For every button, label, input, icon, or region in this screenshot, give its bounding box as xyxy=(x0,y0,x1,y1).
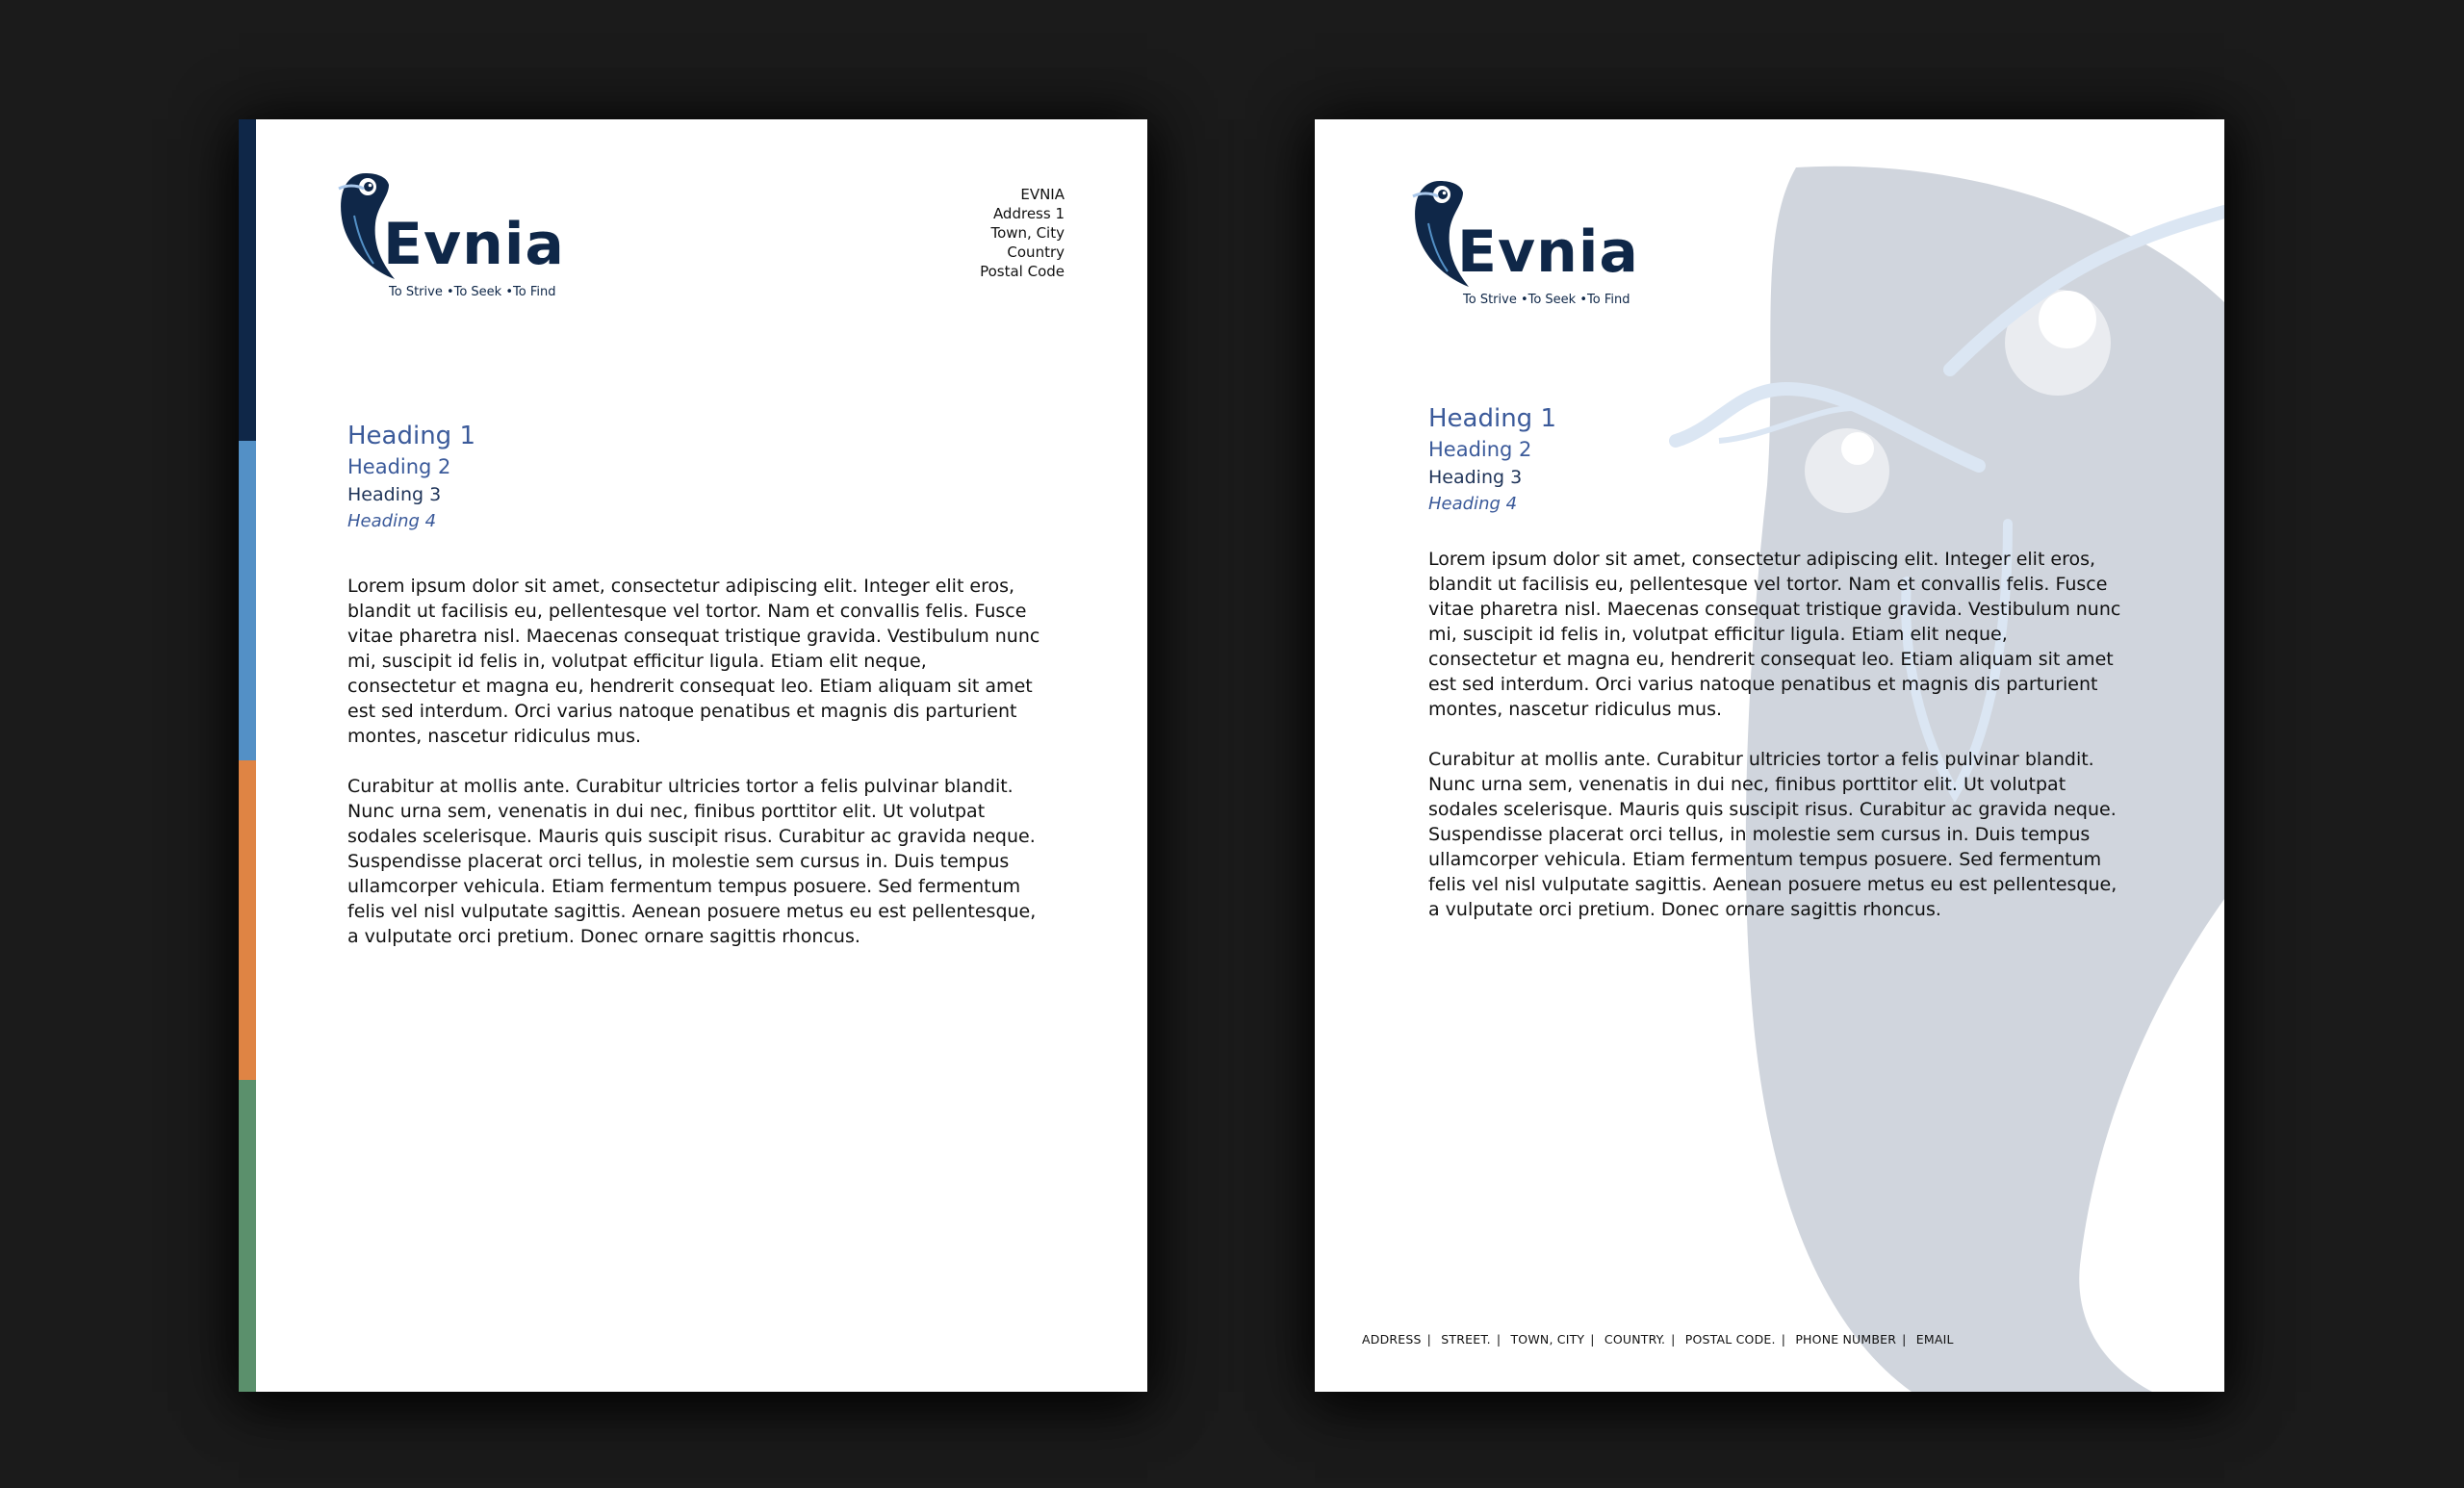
heading-2: Heading 2 xyxy=(1428,438,1532,461)
footer-phone: PHONE NUMBER xyxy=(1795,1332,1897,1347)
heading-1: Heading 1 xyxy=(347,422,475,450)
stripe-blue xyxy=(239,441,256,760)
body-text xyxy=(1428,547,2121,947)
footer-postal: POSTAL CODE. xyxy=(1684,1332,1776,1347)
address-line: Country xyxy=(1007,244,1065,261)
letterhead-page-left xyxy=(239,119,1147,1392)
address-line: EVNIA xyxy=(1020,186,1065,203)
stripe-navy xyxy=(239,119,256,441)
brand-name: Evnia xyxy=(383,211,565,278)
paragraph: Lorem ipsum dolor sit amet, consectetur adipiscing elit. Integer elit eros, blandit ut facilisis eu, pellentesque vel tortor. Nam et convallis felis. Fusce vitae pharetra nisl. Maecenas consequat tristique gravida. Vestibulum nunc mi, suscipit id felis in, volutpat efficitur ligula. Etiam elit neque, consectetur et magna eu, hendrerit consequat leo. Etiam aliquam sit amet est sed interdum. Orci varius natoque penatibus et magnis dis parturient montes, nascetur ridiculus mus. xyxy=(1428,549,2121,720)
footer-town: TOWN, CITY xyxy=(1510,1332,1585,1347)
body-text xyxy=(347,574,1040,974)
paragraph: Lorem ipsum dolor sit amet, consectetur adipiscing elit. Integer elit eros, blandit ut facilisis eu, pellentesque vel tortor. Nam et convallis felis. Fusce vitae pharetra nisl. Maecenas consequat tristique gravida. Vestibulum nunc mi, suscipit id felis in, volutpat efficitur ligula. Etiam elit neque, consectetur et magna eu, hendrerit consequat leo. Etiam aliquam sit amet est sed interdum. Orci varius natoque penatibus et magnis dis parturient montes, nascetur ridiculus mus. xyxy=(347,576,1040,747)
footer-email: EMAIL xyxy=(1915,1332,1954,1347)
footer-address: ADDRESS xyxy=(1362,1332,1422,1347)
evnia-logo xyxy=(335,167,566,299)
address-line: Postal Code xyxy=(980,263,1065,280)
paragraph: Curabitur at mollis ante. Curabitur ultricies tortor a felis pulvinar blandit. Nunc urna sem, venenatis in dui nec, finibus porttitor elit. Ut volutpat sodales scelerisque. Mauris quis suscipit risus. Curabitur ac gravida neque. Suspendisse placerat orci tellus, in molestie sem cursus in. Duis tempus ullamcorper vehicula. Etiam fermentum tempus posuere. Sed fermentum felis vel nisl vulputate sagittis. Aenean posuere metus eu est pellentesque, a vulputate orci pretium. Donec ornare sagittis rhoncus. xyxy=(1428,749,2118,920)
heading-2: Heading 2 xyxy=(347,455,451,478)
paragraph: Curabitur at mollis ante. Curabitur ultricies tortor a felis pulvinar blandit. Nunc urna sem, venenatis in dui nec, finibus porttitor elit. Ut volutpat sodales scelerisque. Mauris quis suscipit risus. Curabitur ac gravida neque. Suspendisse placerat orci tellus, in molestie sem cursus in. Duis tempus ullamcorper vehicula. Etiam fermentum tempus posuere. Sed fermentum felis vel nisl vulputate sagittis. Aenean posuere metus eu est pellentesque, a vulputate orci pretium. Donec ornare sagittis rhoncus. xyxy=(347,776,1037,947)
evnia-logo xyxy=(1409,175,1640,307)
stripe-green xyxy=(239,1080,256,1392)
heading-1: Heading 1 xyxy=(1428,404,1556,433)
footer-country: COUNTRY. xyxy=(1604,1332,1666,1347)
footer-street: STREET. xyxy=(1441,1332,1491,1347)
heading-styles xyxy=(1428,402,1556,518)
address-line: Address 1 xyxy=(992,205,1065,222)
footer-contact: ADDRESS | STREET. | TOWN, CITY | COUNTRY. | POSTAL CODE. | PHONE NUMBER | EMAIL xyxy=(1362,1332,1954,1347)
heading-3: Heading 3 xyxy=(347,484,442,505)
heading-styles xyxy=(347,420,475,535)
brand-name: Evnia xyxy=(1457,218,1639,286)
heading-3: Heading 3 xyxy=(1428,467,1523,488)
stripe-orange xyxy=(239,760,256,1080)
brand-tagline: To Strive •To Seek •To Find xyxy=(389,285,556,299)
letterhead-page-right xyxy=(1315,119,2224,1392)
heading-4: Heading 4 xyxy=(347,511,437,531)
brand-tagline: To Strive •To Seek •To Find xyxy=(1463,293,1630,307)
address-line: Town, City xyxy=(990,224,1065,242)
heading-4: Heading 4 xyxy=(1428,494,1518,514)
sender-address xyxy=(980,185,1065,281)
